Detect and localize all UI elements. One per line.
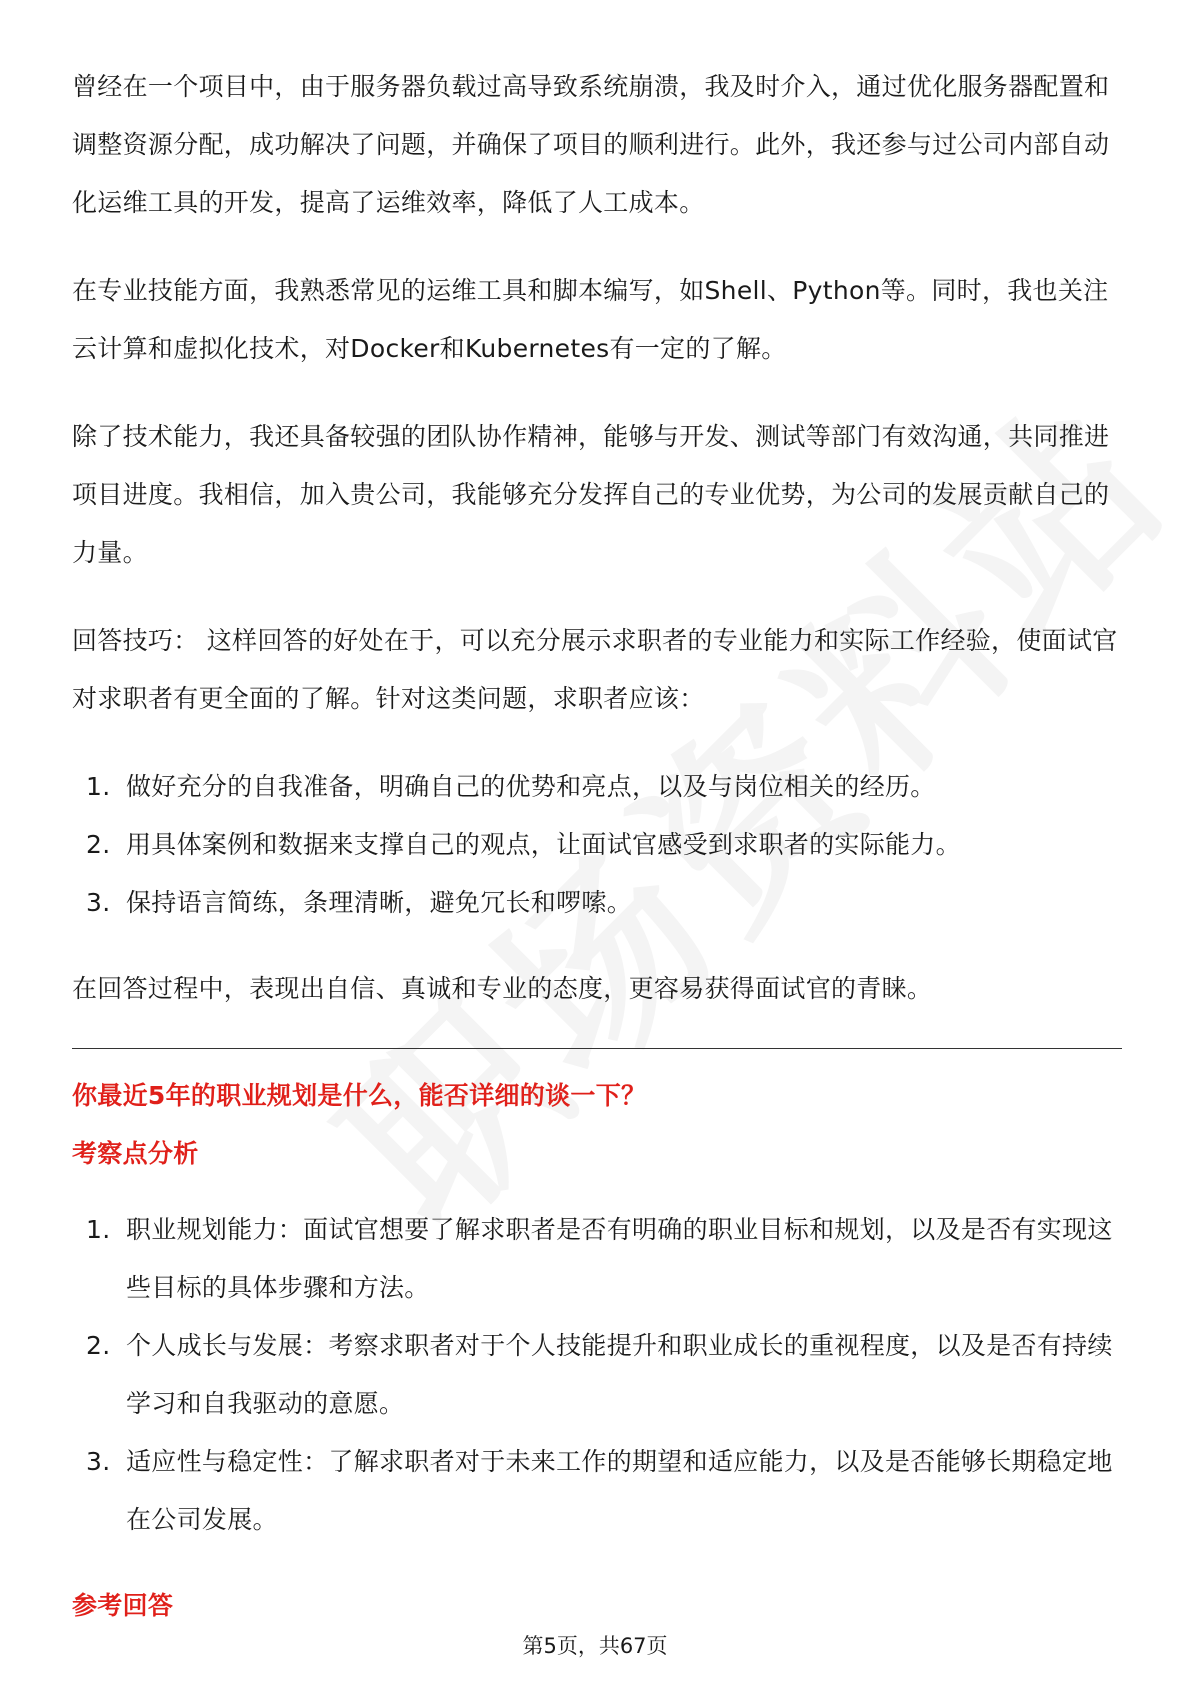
paragraph-teamwork: 除了技术能力，我还具备较强的团队协作精神，能够与开发、测试等部门有效沟通，共同推进项目进度。我相信，加入贵公司，我能够充分发挥自己的专业优势，为公司的发展贡献自己的力量。 xyxy=(72,422,1110,567)
question-heading: 你最近5年的职业规划是什么，能否详细的谈一下？ xyxy=(72,1081,647,1110)
analysis-heading: 考察点分析 xyxy=(72,1139,199,1168)
page-number-footer: 第5页，共67页 xyxy=(522,1634,668,1658)
list-item xyxy=(72,758,1122,816)
section-divider xyxy=(72,1048,1122,1049)
page-content xyxy=(72,58,1122,1635)
list-item xyxy=(72,1317,1122,1433)
list-item xyxy=(72,874,1122,932)
reference-heading: 参考回答 xyxy=(72,1591,174,1620)
list-item-number: 1. xyxy=(86,772,111,801)
list-item xyxy=(72,1201,1122,1317)
paragraph-skills: 在专业技能方面，我熟悉常见的运维工具和脚本编写，如Shell、Python等。同时，我也关注云计算和虚拟化技术，对Docker和Kubernetes有一定的了解。 xyxy=(72,276,1109,363)
list-item xyxy=(72,816,1122,874)
paragraph-closing: 在回答过程中，表现出自信、真诚和专业的态度，更容易获得面试官的青睐。 xyxy=(72,974,933,1003)
list-item-number: 3. xyxy=(86,1447,111,1476)
list-item-text: 个人成长与发展：考察求职者对于个人技能提升和职业成长的重视程度，以及是否有持续学习和自我驱动的意愿。 xyxy=(126,1331,1113,1418)
list-item-number: 1. xyxy=(86,1215,111,1244)
paragraph-answer-tips: 回答技巧： 这样回答的好处在于，可以充分展示求职者的专业能力和实际工作经验，使面试官对求职者有更全面的了解。针对这类问题，求职者应该： xyxy=(72,626,1118,713)
tips-list xyxy=(72,758,1122,932)
paragraph-experience: 曾经在一个项目中，由于服务器负载过高导致系统崩溃，我及时介入，通过优化服务器配置和调整资源分配，成功解决了问题，并确保了项目的顺利进行。此外，我还参与过公司内部自动化运维工具的开发，提高了运维效率，降低了人工成本。 xyxy=(72,72,1110,217)
analysis-list xyxy=(72,1201,1122,1549)
list-item-number: 2. xyxy=(86,830,111,859)
list-item-text: 做好充分的自我准备，明确自己的优势和亮点，以及与岗位相关的经历。 xyxy=(126,772,936,801)
list-item-number: 3. xyxy=(86,888,111,917)
list-item-text: 用具体案例和数据来支撑自己的观点，让面试官感受到求职者的实际能力。 xyxy=(126,830,961,859)
list-item-text: 保持语言简练，条理清晰，避免冗长和啰嗦。 xyxy=(126,888,633,917)
list-item-text: 职业规划能力：面试官想要了解求职者是否有明确的职业目标和规划，以及是否有实现这些目标的具体步骤和方法。 xyxy=(126,1215,1113,1302)
list-item-number: 2. xyxy=(86,1331,111,1360)
list-item xyxy=(72,1433,1122,1549)
list-item-text: 适应性与稳定性：了解求职者对于未来工作的期望和适应能力，以及是否能够长期稳定地在公司发展。 xyxy=(126,1447,1113,1534)
